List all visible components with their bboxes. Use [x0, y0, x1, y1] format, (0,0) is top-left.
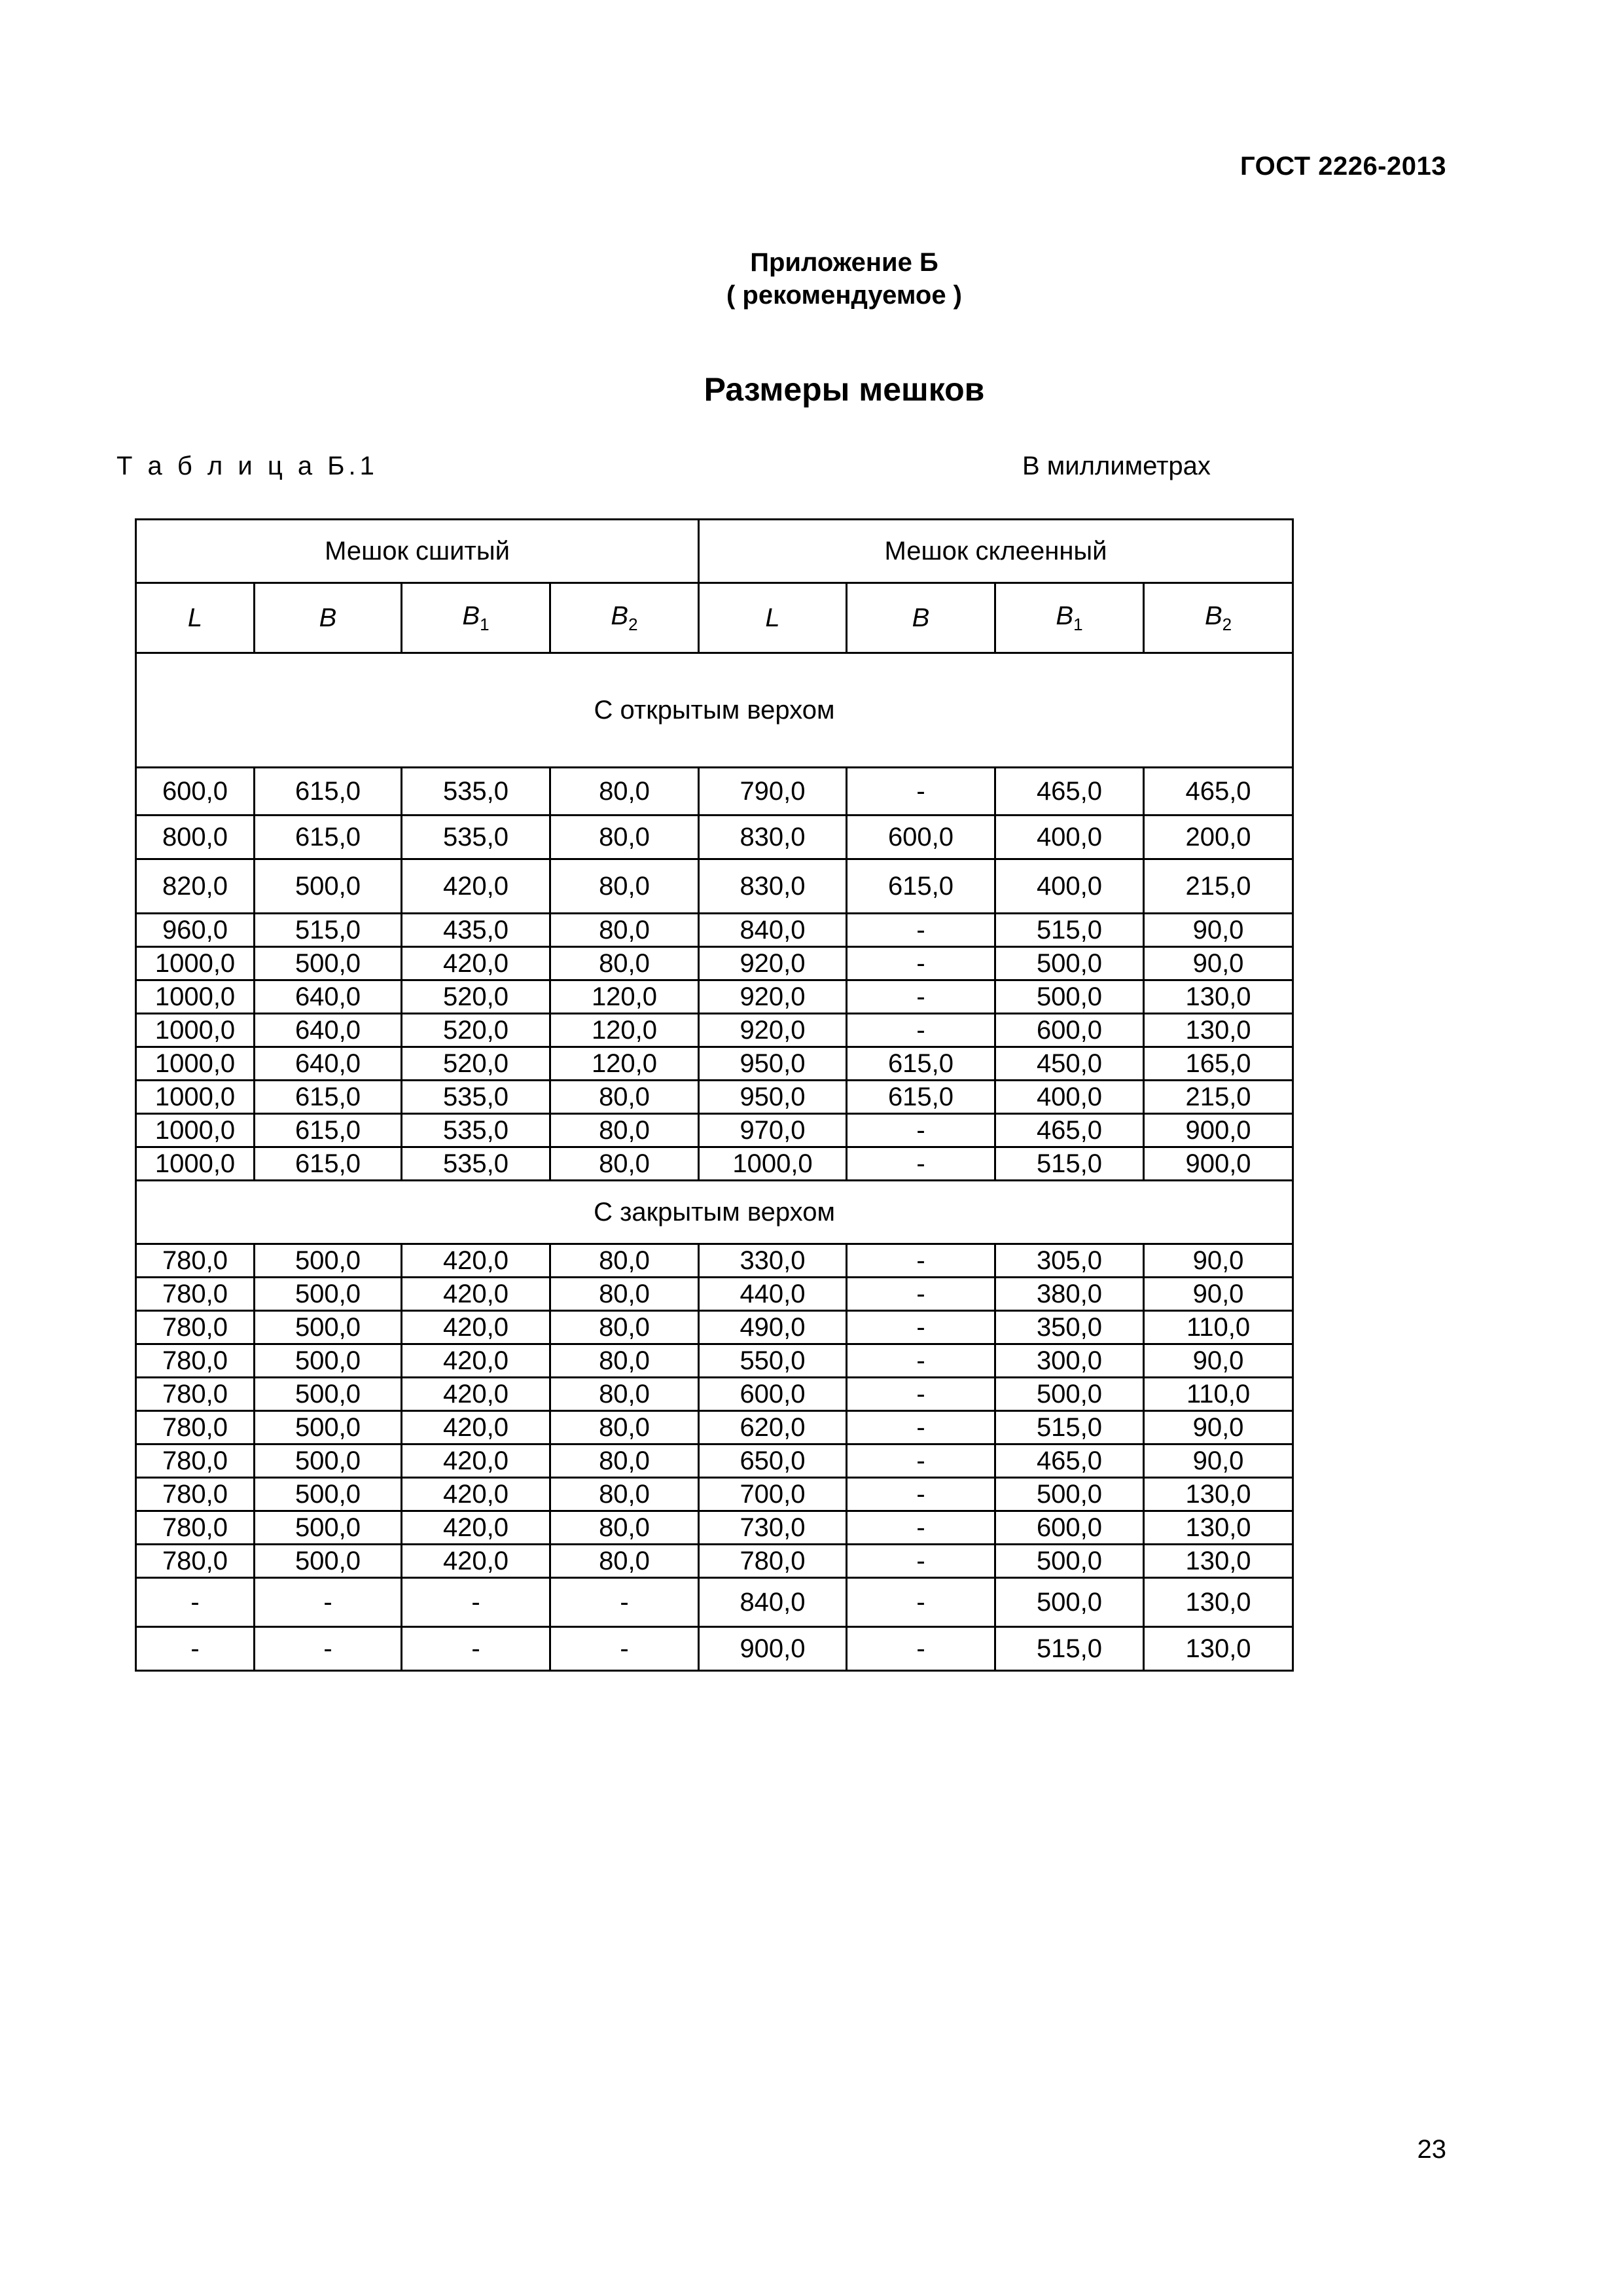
table-cell: 640,0	[255, 1047, 402, 1081]
symbol-subscript: 1	[480, 615, 490, 634]
table-cell: 535,0	[402, 1081, 550, 1114]
table-cell: 80,0	[550, 816, 699, 859]
table-cell: 500,0	[255, 1378, 402, 1411]
table-cell: 400,0	[995, 859, 1144, 914]
table-cell: 80,0	[550, 1147, 699, 1181]
table-cell: 1000,0	[136, 1147, 255, 1181]
table-cell: -	[136, 1627, 255, 1671]
table-row	[136, 1244, 1293, 1278]
table-cell: 465,0	[995, 768, 1144, 816]
table-cell: 380,0	[995, 1278, 1144, 1311]
table-cell: 780,0	[136, 1378, 255, 1411]
table-cell: -	[255, 1627, 402, 1671]
symbol-header-cell	[847, 583, 995, 653]
table-cell: 420,0	[402, 1478, 550, 1511]
table-row	[136, 980, 1293, 1014]
table-cell: 620,0	[699, 1411, 847, 1444]
table-cell: 435,0	[402, 914, 550, 947]
table-cell: 615,0	[255, 1147, 402, 1181]
table-row	[136, 947, 1293, 980]
table-row	[136, 1478, 1293, 1511]
table-cell: 90,0	[1144, 1444, 1293, 1478]
table-cell: -	[847, 914, 995, 947]
group-header-row	[136, 520, 1293, 583]
bag-sizes-table	[135, 518, 1294, 1672]
table-cell: 420,0	[402, 1344, 550, 1378]
table-cell: 465,0	[1144, 768, 1293, 816]
symbol-subscript: 2	[628, 615, 638, 634]
table-cell: 1000,0	[136, 1014, 255, 1047]
table-cell: 780,0	[136, 1278, 255, 1311]
table-cell: 120,0	[550, 980, 699, 1014]
table-cell: 500,0	[255, 1311, 402, 1344]
table-row	[136, 1511, 1293, 1545]
table-cell: -	[847, 1545, 995, 1578]
table-cell: 700,0	[699, 1478, 847, 1511]
table-cell: 130,0	[1144, 1014, 1293, 1047]
table-units: В миллиметрах	[1022, 452, 1211, 480]
table-row	[136, 1545, 1293, 1578]
table-cell: 165,0	[1144, 1047, 1293, 1081]
table-cell: 400,0	[995, 1081, 1144, 1114]
table-cell: -	[847, 1378, 995, 1411]
table-cell: 420,0	[402, 1278, 550, 1311]
table-cell: -	[847, 768, 995, 816]
table-cell: 500,0	[995, 1378, 1144, 1411]
table-cell: 420,0	[402, 1545, 550, 1578]
table-cell: 490,0	[699, 1311, 847, 1344]
table-cell: 730,0	[699, 1511, 847, 1545]
table-cell: 90,0	[1144, 1244, 1293, 1278]
table-cell: 615,0	[847, 1047, 995, 1081]
table-cell: 535,0	[402, 768, 550, 816]
symbol-header-cell	[136, 583, 255, 653]
table-cell: 90,0	[1144, 1344, 1293, 1378]
table-cell: 330,0	[699, 1244, 847, 1278]
table-cell: 640,0	[255, 1014, 402, 1047]
symbol-base: B	[319, 603, 337, 632]
table-row	[136, 1047, 1293, 1081]
table-cell: 420,0	[402, 947, 550, 980]
table-cell: 500,0	[995, 1545, 1144, 1578]
table-cell: 80,0	[550, 1411, 699, 1444]
appendix-subtitle: ( рекомендуемое )	[726, 281, 962, 310]
symbol-subscript: 1	[1073, 615, 1083, 634]
table-cell: 1000,0	[136, 980, 255, 1014]
table-cell: 500,0	[255, 1511, 402, 1545]
table-cell: 535,0	[402, 816, 550, 859]
table-cell: 80,0	[550, 1378, 699, 1411]
table-cell: 80,0	[550, 1278, 699, 1311]
table-cell: 615,0	[847, 1081, 995, 1114]
table-cell: 80,0	[550, 1244, 699, 1278]
table-cell: 640,0	[255, 980, 402, 1014]
table-cell: 130,0	[1144, 1478, 1293, 1511]
table-cell: 800,0	[136, 816, 255, 859]
table-cell: 300,0	[995, 1344, 1144, 1378]
table-cell: 90,0	[1144, 1411, 1293, 1444]
symbol-header-cell	[1144, 583, 1293, 653]
table-cell: 950,0	[699, 1047, 847, 1081]
table-row	[136, 1114, 1293, 1147]
table-label: Т а б л и ц а Б.1	[116, 452, 378, 480]
table-cell: 650,0	[699, 1444, 847, 1478]
symbol-subscript: 2	[1222, 615, 1232, 634]
page-number: 23	[1417, 2135, 1446, 2164]
table-cell: 780,0	[136, 1545, 255, 1578]
table-cell: -	[847, 1511, 995, 1545]
section-row-closed	[136, 1181, 1293, 1244]
table-cell: -	[255, 1578, 402, 1627]
table-row	[136, 1147, 1293, 1181]
table-cell: 130,0	[1144, 1578, 1293, 1627]
table-cell: 900,0	[699, 1627, 847, 1671]
table-cell: 1000,0	[136, 1081, 255, 1114]
table-cell: 400,0	[995, 816, 1144, 859]
table-cell: -	[847, 1244, 995, 1278]
table-cell: 420,0	[402, 1444, 550, 1478]
table-cell: 130,0	[1144, 980, 1293, 1014]
table-cell: 1000,0	[136, 1114, 255, 1147]
symbol-base: B	[462, 601, 480, 630]
table-cell: 615,0	[847, 859, 995, 914]
table-cell: 500,0	[255, 1545, 402, 1578]
table-cell: 200,0	[1144, 816, 1293, 859]
table-cell: 950,0	[699, 1081, 847, 1114]
table-cell: 535,0	[402, 1147, 550, 1181]
table-cell: 110,0	[1144, 1378, 1293, 1411]
table-cell: -	[847, 1478, 995, 1511]
appendix-heading	[0, 246, 1623, 312]
table-cell: 515,0	[995, 1627, 1144, 1671]
table-cell: 600,0	[699, 1378, 847, 1411]
table-cell: 420,0	[402, 1244, 550, 1278]
table-cell: 780,0	[136, 1244, 255, 1278]
table-cell: -	[847, 1147, 995, 1181]
table-cell: 780,0	[699, 1545, 847, 1578]
table-cell: 500,0	[255, 1244, 402, 1278]
section-closed-label: С закрытым верхом	[136, 1181, 1293, 1244]
table-row	[136, 1014, 1293, 1047]
table-cell: 615,0	[255, 1081, 402, 1114]
table-cell: 215,0	[1144, 1081, 1293, 1114]
table-cell: 615,0	[255, 1114, 402, 1147]
table-cell: 120,0	[550, 1047, 699, 1081]
table-cell: 130,0	[1144, 1627, 1293, 1671]
symbol-base: B	[912, 603, 930, 632]
table-cell: 80,0	[550, 1478, 699, 1511]
table-cell: 515,0	[995, 914, 1144, 947]
table-cell: -	[847, 1311, 995, 1344]
symbol-base: B	[611, 601, 629, 630]
table-cell: 80,0	[550, 768, 699, 816]
table-cell: 515,0	[995, 1411, 1144, 1444]
table-cell: 80,0	[550, 1114, 699, 1147]
symbol-header-row	[136, 583, 1293, 653]
table-cell: 500,0	[255, 1444, 402, 1478]
table-row	[136, 1378, 1293, 1411]
table-cell: 970,0	[699, 1114, 847, 1147]
table-cell: 600,0	[847, 816, 995, 859]
symbol-base: L	[765, 603, 780, 632]
table-cell: -	[847, 1411, 995, 1444]
table-row	[136, 816, 1293, 859]
symbol-header-cell	[995, 583, 1144, 653]
appendix-title: Приложение Б	[750, 248, 938, 277]
table-cell: -	[136, 1578, 255, 1627]
table-cell: 550,0	[699, 1344, 847, 1378]
symbol-base: B	[1204, 601, 1222, 630]
table-cell: 465,0	[995, 1444, 1144, 1478]
table-cell: 500,0	[255, 1278, 402, 1311]
table-cell: 420,0	[402, 1378, 550, 1411]
table-cell: 80,0	[550, 1444, 699, 1478]
table-row	[136, 1278, 1293, 1311]
table-cell: 130,0	[1144, 1545, 1293, 1578]
table-cell: 110,0	[1144, 1311, 1293, 1344]
symbol-base: B	[1056, 601, 1074, 630]
table-cell: 350,0	[995, 1311, 1144, 1344]
table-cell: 515,0	[995, 1147, 1144, 1181]
table-cell: 80,0	[550, 1081, 699, 1114]
table-cell: 80,0	[550, 859, 699, 914]
table-cell: 780,0	[136, 1444, 255, 1478]
table-cell: 500,0	[995, 1478, 1144, 1511]
table-cell: 780,0	[136, 1411, 255, 1444]
table-cell: 515,0	[255, 914, 402, 947]
table-cell: 500,0	[995, 980, 1144, 1014]
symbol-header-cell	[255, 583, 402, 653]
table-cell: -	[550, 1578, 699, 1627]
table-cell: 420,0	[402, 1511, 550, 1545]
table-row	[136, 859, 1293, 914]
table-cell: 780,0	[136, 1311, 255, 1344]
table-cell: 780,0	[136, 1344, 255, 1378]
table-cell: 80,0	[550, 947, 699, 980]
table-cell: 520,0	[402, 980, 550, 1014]
group-glued-header: Мешок склеенный	[699, 520, 1293, 583]
table-cell: 900,0	[1144, 1147, 1293, 1181]
table-cell: 920,0	[699, 947, 847, 980]
table-cell: -	[847, 1444, 995, 1478]
table-row	[136, 1627, 1293, 1671]
table-cell: -	[847, 947, 995, 980]
table-cell: 500,0	[995, 1578, 1144, 1627]
table-cell: 80,0	[550, 914, 699, 947]
table-row	[136, 914, 1293, 947]
symbol-header-cell	[550, 583, 699, 653]
table-row	[136, 1081, 1293, 1114]
table-cell: 90,0	[1144, 1278, 1293, 1311]
table-cell: 960,0	[136, 914, 255, 947]
table-cell: -	[847, 1114, 995, 1147]
table-cell: 90,0	[1144, 914, 1293, 947]
table-cell: -	[847, 1278, 995, 1311]
table-cell: 440,0	[699, 1278, 847, 1311]
table-cell: 500,0	[255, 1411, 402, 1444]
symbol-base: L	[187, 603, 203, 632]
table-cell: 130,0	[1144, 1511, 1293, 1545]
table-cell: 535,0	[402, 1114, 550, 1147]
table-cell: 600,0	[136, 768, 255, 816]
table-cell: 420,0	[402, 1311, 550, 1344]
table-cell: -	[847, 980, 995, 1014]
table-cell: -	[550, 1627, 699, 1671]
table-cell: 500,0	[255, 1478, 402, 1511]
table-cell: 420,0	[402, 1411, 550, 1444]
table-cell: 500,0	[255, 1344, 402, 1378]
table-cell: 840,0	[699, 914, 847, 947]
table-cell: 520,0	[402, 1014, 550, 1047]
table-cell: 500,0	[995, 947, 1144, 980]
table-cell: 465,0	[995, 1114, 1144, 1147]
section-open-label: С открытым верхом	[136, 653, 1293, 768]
table-cell: -	[402, 1578, 550, 1627]
table-cell: 830,0	[699, 816, 847, 859]
table-cell: 420,0	[402, 859, 550, 914]
table-cell: 305,0	[995, 1244, 1144, 1278]
table-cell: 1000,0	[699, 1147, 847, 1181]
table-cell: 820,0	[136, 859, 255, 914]
table-row	[136, 1344, 1293, 1378]
table-cell: 520,0	[402, 1047, 550, 1081]
table-cell: 450,0	[995, 1047, 1144, 1081]
table-cell: -	[847, 1578, 995, 1627]
table-cell: 920,0	[699, 1014, 847, 1047]
symbol-header-cell	[402, 583, 550, 653]
table-cell: 80,0	[550, 1311, 699, 1344]
table-cell: 1000,0	[136, 1047, 255, 1081]
table-cell: 830,0	[699, 859, 847, 914]
table-cell: 780,0	[136, 1511, 255, 1545]
table-row	[136, 768, 1293, 816]
table-cell: 500,0	[255, 947, 402, 980]
table-cell: 80,0	[550, 1511, 699, 1545]
table-cell: 80,0	[550, 1344, 699, 1378]
table-cell: 840,0	[699, 1578, 847, 1627]
table-row	[136, 1578, 1293, 1627]
table-cell: -	[847, 1344, 995, 1378]
table-cell: -	[402, 1627, 550, 1671]
symbol-header-cell	[699, 583, 847, 653]
page-title: Размеры мешков	[704, 371, 985, 408]
table-cell: 600,0	[995, 1511, 1144, 1545]
table-cell: 80,0	[550, 1545, 699, 1578]
table-cell: 615,0	[255, 816, 402, 859]
table-cell: 120,0	[550, 1014, 699, 1047]
table-row	[136, 1311, 1293, 1344]
table-cell: 780,0	[136, 1478, 255, 1511]
table-cell: 615,0	[255, 768, 402, 816]
table-row	[136, 1444, 1293, 1478]
table-cell: 600,0	[995, 1014, 1144, 1047]
table-cell: 90,0	[1144, 947, 1293, 980]
table-cell: -	[847, 1014, 995, 1047]
table-cell: 500,0	[255, 859, 402, 914]
standard-designation: ГОСТ 2226-2013	[1240, 152, 1446, 181]
table-cell: 215,0	[1144, 859, 1293, 914]
table-cell: 790,0	[699, 768, 847, 816]
table-cell: 920,0	[699, 980, 847, 1014]
section-row-open	[136, 653, 1293, 768]
table-cell: 1000,0	[136, 947, 255, 980]
table-cell: -	[847, 1627, 995, 1671]
table-cell: 900,0	[1144, 1114, 1293, 1147]
group-sewn-header: Мешок сшитый	[136, 520, 699, 583]
table-row	[136, 1411, 1293, 1444]
